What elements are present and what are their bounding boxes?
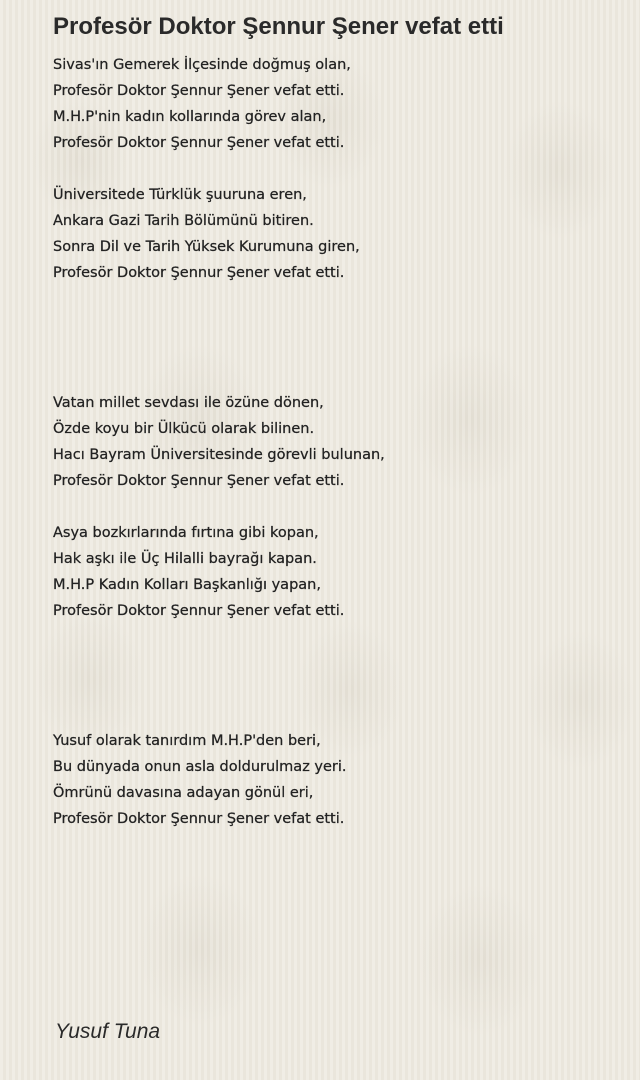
- poem-body: [53, 52, 613, 832]
- poem-line: Profesör Doktor Şennur Şener vefat etti.: [53, 265, 345, 281]
- poem-line: Sivas'ın Gemerek İlçesinde doğmuş olan,: [53, 57, 351, 73]
- poem-line: Sonra Dil ve Tarih Yüksek Kurumuna giren,: [53, 239, 360, 255]
- poem-line: Yusuf olarak tanırdım M.H.P'den beri,: [53, 733, 321, 749]
- poem-line: Hacı Bayram Üniversitesinde görevli bulunan,: [53, 447, 385, 463]
- poem-line: Ankara Gazi Tarih Bölümünü bitiren.: [53, 213, 314, 229]
- poem-line: Profesör Doktor Şennur Şener vefat etti.: [53, 603, 345, 619]
- poem-line: Üniversitede Türklük şuuruna eren,: [53, 187, 307, 203]
- poem-line: M.H.P Kadın Kolları Başkanlığı yapan,: [53, 577, 321, 593]
- poem-line: Bu dünyada onun asla doldurulmaz yeri.: [53, 759, 347, 775]
- section-spacer: [53, 286, 613, 390]
- stanza-4: [53, 520, 613, 624]
- poem-line: Profesör Doktor Şennur Şener vefat etti.: [53, 135, 345, 151]
- stanza-5: [53, 728, 613, 832]
- poem-line: Profesör Doktor Şennur Şener vefat etti.: [53, 83, 345, 99]
- stanza-3: [53, 390, 613, 494]
- poem-line: Asya bozkırlarında fırtına gibi kopan,: [53, 525, 319, 541]
- poem-title: Profesör Doktor Şennur Şener vefat etti: [53, 13, 504, 40]
- poem-line: Hak aşkı ile Üç Hilalli bayrağı kapan.: [53, 551, 317, 567]
- stanza-spacer: [53, 494, 613, 520]
- stanza-spacer: [53, 156, 613, 182]
- poem-line: Profesör Doktor Şennur Şener vefat etti.: [53, 473, 345, 489]
- poem-line: Özde koyu bir Ülkücü olarak bilinen.: [53, 421, 315, 437]
- poem-line: Profesör Doktor Şennur Şener vefat etti.: [53, 811, 345, 827]
- section-spacer: [53, 624, 613, 728]
- poem-line: Vatan millet sevdası ile özüne dönen,: [53, 395, 324, 411]
- stanza-1: [53, 52, 613, 156]
- poem-author: Yusuf Tuna: [55, 1020, 161, 1043]
- stanza-2: [53, 182, 613, 286]
- poem-line: M.H.P'nin kadın kollarında görev alan,: [53, 109, 327, 125]
- poem-line: Ömrünü davasına adayan gönül eri,: [53, 785, 314, 801]
